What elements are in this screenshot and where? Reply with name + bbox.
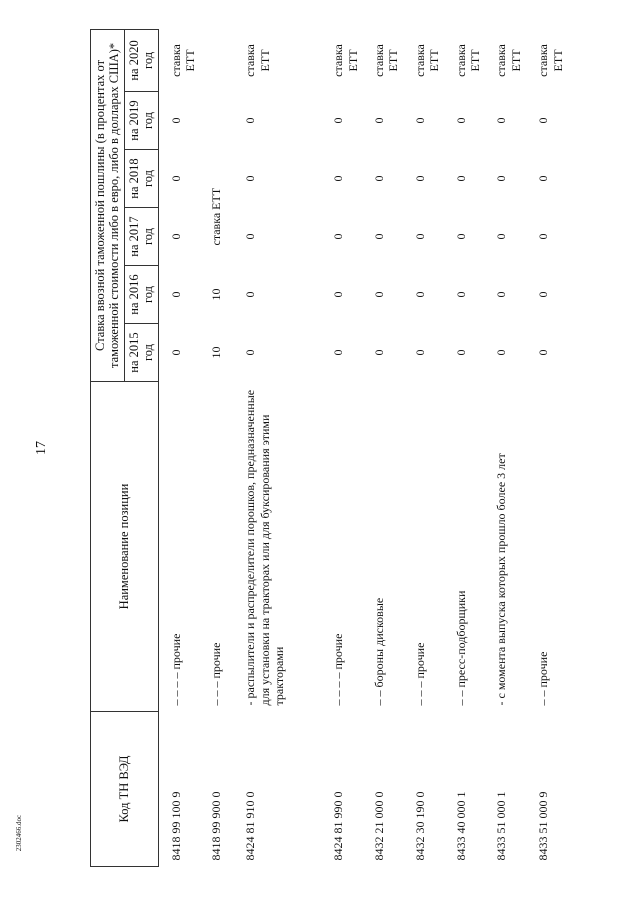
rate-cell: 0 — [453, 175, 468, 182]
header-code: Код ТН ВЭД — [91, 712, 159, 867]
rate-cell: 0 — [168, 233, 183, 240]
table-row — [199, 29, 233, 866]
code-cell: 8433 51 000 1 — [494, 791, 509, 861]
rate-cell: 0 — [536, 117, 551, 124]
code-cell: 8432 21 000 0 — [372, 791, 387, 861]
page-number: 17 — [34, 441, 49, 455]
header-year: на 2017 год — [124, 208, 158, 266]
rate-cell: 0 — [453, 233, 468, 240]
code-cell: 8432 30 190 0 — [412, 791, 427, 861]
rate-cell: ставка ЕТТ — [412, 44, 442, 77]
name-cell: – – пресс-подборщики — [453, 590, 468, 706]
rate-cell: 0 — [412, 349, 427, 356]
table-row — [321, 29, 362, 866]
header-year: на 2019 год — [124, 92, 158, 150]
tariff-table-container — [90, 30, 580, 867]
name-cell: – – – – прочие — [168, 633, 183, 706]
table-row — [362, 29, 403, 866]
header-year: на 2016 год — [124, 266, 158, 324]
rate-cell: 0 — [331, 291, 346, 298]
rate-cell: 0 — [331, 349, 346, 356]
rate-cell: 0 — [494, 117, 509, 124]
rate-cell: 0 — [372, 175, 387, 182]
rate-cell: 0 — [372, 349, 387, 356]
name-cell: – – – – прочие — [331, 633, 346, 706]
code-cell: 8424 81 910 0 — [243, 791, 258, 861]
rate-cell: 0 — [412, 175, 427, 182]
name-cell: – – прочие — [536, 651, 551, 706]
rate-cell: 0 — [536, 175, 551, 182]
code-cell: 8418 99 100 9 — [168, 791, 183, 861]
table-row — [403, 29, 444, 866]
rate-cell: 0 — [168, 117, 183, 124]
name-cell: – – – прочие — [412, 642, 427, 706]
table-row — [484, 29, 526, 866]
code-cell: 8418 99 900 0 — [209, 791, 224, 861]
rate-cell: 0 — [331, 233, 346, 240]
rate-cell: ставка ЕТТ — [453, 44, 483, 77]
rate-cell: 0 — [243, 349, 258, 356]
rate-cell: 0 — [243, 117, 258, 124]
header-name: Наименование позиции — [91, 382, 159, 712]
code-cell: 8433 51 000 9 — [536, 791, 551, 861]
table-row — [526, 29, 567, 866]
rate-cell: 0 — [243, 233, 258, 240]
name-cell: - распылители и распределители порошков, предназначенные для установки на тракторах или для буксирования этими тракторами — [243, 389, 287, 706]
tariff-table — [90, 29, 567, 867]
rate-cell: 0 — [536, 349, 551, 356]
rate-cell: 0 — [453, 291, 468, 298]
rate-cell: ставка ЕТТ — [372, 44, 401, 77]
rate-cell: ставка ЕТТ — [331, 44, 360, 77]
rate-cell: 0 — [372, 291, 387, 298]
rate-cell: 0 — [494, 349, 509, 356]
name-cell: – – бороны дисковые — [372, 597, 387, 706]
rate-cell: 0 — [453, 117, 468, 124]
rate-cell: 0 — [372, 233, 387, 240]
rate-cell: 0 — [494, 291, 509, 298]
rate-cell: 10 — [209, 346, 224, 359]
table-row — [158, 29, 199, 866]
rate-cell: 0 — [412, 233, 427, 240]
rate-cell: ставка ЕТТ — [209, 187, 224, 246]
document-id: 2302466.doc — [15, 814, 23, 852]
header-rate-title: Ставка ввозной таможенной пошлины (в процентах от таможенной стоимости либо в евро, либо в долларах США)* — [91, 29, 125, 381]
rate-cell: ставка ЕТТ — [168, 44, 197, 77]
header-year: на 2020 год — [124, 29, 158, 91]
rate-cell: 0 — [168, 291, 183, 298]
rate-cell: ставка ЕТТ — [243, 44, 272, 77]
header-year: на 2018 год — [124, 150, 158, 208]
name-cell: - с момента выпуска которых прошло более 3 лет — [494, 453, 509, 706]
rate-cell: ставка ЕТТ — [536, 44, 565, 77]
rate-cell: 0 — [243, 291, 258, 298]
rate-cell: 0 — [331, 175, 346, 182]
code-cell: 8433 40 000 1 — [453, 791, 468, 861]
rate-cell: 0 — [494, 175, 509, 182]
rate-cell: 0 — [168, 175, 183, 182]
rate-cell: 0 — [453, 349, 468, 356]
header-year: на 2015 год — [124, 324, 158, 382]
table-row — [233, 29, 321, 866]
name-cell: – – – прочие — [209, 642, 224, 706]
rate-cell: 0 — [331, 117, 346, 124]
rate-cell: 0 — [412, 291, 427, 298]
rate-cell: 0 — [412, 117, 427, 124]
rate-cell: 10 — [209, 288, 224, 301]
rate-cell: 0 — [168, 349, 183, 356]
rate-cell: 0 — [536, 233, 551, 240]
rate-cell: ставка ЕТТ — [494, 44, 523, 77]
code-cell: 8424 81 990 0 — [331, 791, 346, 861]
table-row — [444, 29, 485, 866]
rate-cell: 0 — [243, 175, 258, 182]
rate-cell: 0 — [494, 233, 509, 240]
rate-cell: 0 — [372, 117, 387, 124]
rate-cell: 0 — [536, 291, 551, 298]
